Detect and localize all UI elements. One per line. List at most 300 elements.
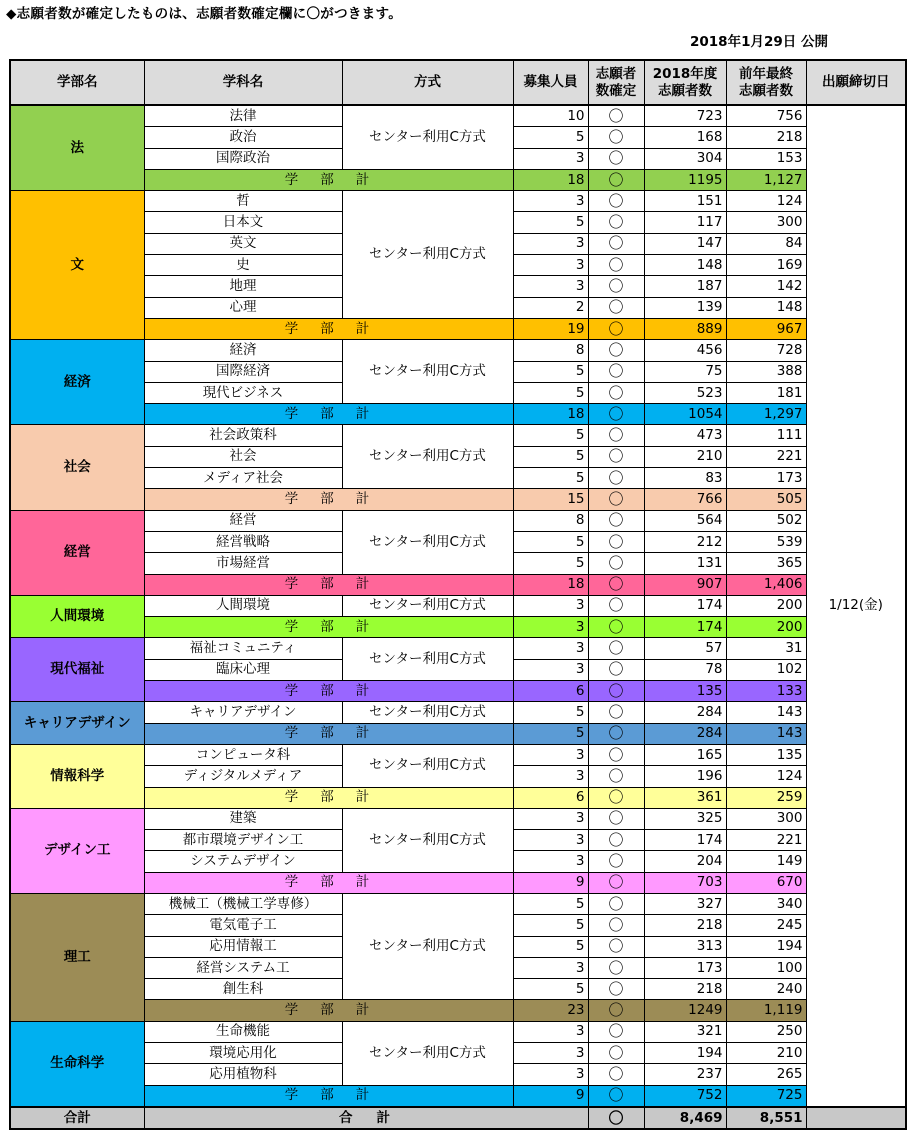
confirmed-mark: 〇 [588,979,644,1000]
header-prev-line2: 志願者数 [739,82,793,99]
confirmed-mark: 〇 [588,553,644,574]
current-applicants-cell: 174 [644,595,726,616]
method-cell: センター利用C方式 [342,702,513,723]
prev-applicants-cell: 173 [726,468,806,489]
subtotal-confirmed-mark: 〇 [588,872,644,893]
subtotal-label: 学部計 [144,1085,513,1107]
confirmed-mark: 〇 [588,212,644,233]
subtotal-prev: 505 [726,489,806,510]
subtotal-prev: 133 [726,681,806,702]
confirmed-mark: 〇 [588,425,644,446]
prev-applicants-cell: 100 [726,957,806,978]
subtotal-quota: 5 [513,723,588,744]
subtotal-prev: 670 [726,872,806,893]
header-deadline: 出願締切日 [806,60,906,105]
current-applicants-cell: 148 [644,255,726,276]
subtotal-label: 学部計 [144,617,513,638]
current-applicants-cell: 304 [644,148,726,169]
subtotal-row [10,318,906,339]
department-name: 英文 [144,233,342,254]
confirmed-mark: 〇 [588,808,644,829]
current-applicants-cell: 187 [644,276,726,297]
prev-applicants-cell: 300 [726,212,806,233]
department-name: 経営戦略 [144,531,342,552]
prev-applicants-cell: 84 [726,233,806,254]
subtotal-confirmed-mark: 〇 [588,723,644,744]
department-name: システムデザイン [144,851,342,872]
department-name: 応用植物科 [144,1064,342,1085]
subtotal-quota: 3 [513,617,588,638]
prev-applicants-cell: 210 [726,1043,806,1064]
confirmed-mark: 〇 [588,936,644,957]
quota-cell: 5 [513,127,588,148]
subtotal-label: 学部計 [144,787,513,808]
current-applicants-cell: 117 [644,212,726,233]
quota-cell: 3 [513,830,588,851]
quota-cell: 3 [513,851,588,872]
quota-cell: 3 [513,255,588,276]
current-applicants-cell: 473 [644,425,726,446]
deadline-cell: 1/12(金) [806,105,906,1107]
quota-cell: 8 [513,510,588,531]
subtotal-quota: 9 [513,1085,588,1107]
quota-cell: 3 [513,233,588,254]
quota-cell: 5 [513,915,588,936]
current-applicants-cell: 165 [644,744,726,765]
quota-cell: 3 [513,638,588,659]
subtotal-quota: 15 [513,489,588,510]
quota-cell: 5 [513,468,588,489]
subtotal-label: 学部計 [144,681,513,702]
header-prev-line1: 前年最終 [739,65,793,82]
confirmed-mark: 〇 [588,361,644,382]
current-applicants-cell: 313 [644,936,726,957]
department-name: 電気電子工 [144,915,342,936]
subtotal-prev: 1,127 [726,169,806,190]
faculty-name: 人間環境 [10,595,144,638]
confirmed-mark: 〇 [588,276,644,297]
subtotal-current: 284 [644,723,726,744]
total-prev: 8,551 [726,1107,806,1129]
faculty-name: 社会 [10,425,144,510]
confirmed-mark: 〇 [588,340,644,361]
subtotal-row [10,617,906,638]
prev-applicants-cell: 265 [726,1064,806,1085]
header-method: 方式 [342,60,513,105]
subtotal-prev: 1,119 [726,1000,806,1021]
quota-cell: 8 [513,340,588,361]
department-name: 心理 [144,297,342,318]
prev-applicants-cell: 148 [726,297,806,318]
department-name: 経営 [144,510,342,531]
header-row [10,60,906,105]
subtotal-quota: 19 [513,318,588,339]
current-applicants-cell: 237 [644,1064,726,1085]
current-applicants-cell: 57 [644,638,726,659]
current-applicants-cell: 139 [644,297,726,318]
department-name: 市場経営 [144,553,342,574]
confirmed-mark: 〇 [588,255,644,276]
table-row [10,191,906,212]
header-current-line2: 志願者数 [658,82,712,99]
current-applicants-cell: 151 [644,191,726,212]
faculty-name: キャリアデザイン [10,702,144,745]
department-name: 生命機能 [144,1021,342,1042]
quota-cell: 3 [513,957,588,978]
subtotal-confirmed-mark: 〇 [588,169,644,190]
quota-cell: 5 [513,553,588,574]
confirmed-mark: 〇 [588,191,644,212]
quota-cell: 5 [513,382,588,403]
quota-cell: 3 [513,595,588,616]
header-prev [726,60,806,105]
current-applicants-cell: 131 [644,553,726,574]
total-label: 合計 [10,1107,144,1129]
department-name: 創生科 [144,979,342,1000]
prev-applicants-cell: 143 [726,702,806,723]
prev-applicants-cell: 142 [726,276,806,297]
quota-cell: 5 [513,361,588,382]
faculty-name: 法 [10,105,144,191]
confirmed-mark: 〇 [588,105,644,127]
prev-applicants-cell: 111 [726,425,806,446]
subtotal-row [10,872,906,893]
confirmed-mark: 〇 [588,830,644,851]
department-name: コンピュータ科 [144,744,342,765]
department-name: 日本文 [144,212,342,233]
prev-applicants-cell: 194 [726,936,806,957]
confirmed-mark: 〇 [588,957,644,978]
subtotal-row [10,169,906,190]
current-applicants-cell: 564 [644,510,726,531]
department-name: 地理 [144,276,342,297]
table-row [10,702,906,723]
prev-applicants-cell: 502 [726,510,806,531]
quota-cell: 10 [513,105,588,127]
subtotal-row [10,681,906,702]
department-name: キャリアデザイン [144,702,342,723]
current-applicants-cell: 147 [644,233,726,254]
quota-cell: 5 [513,425,588,446]
quota-cell: 5 [513,212,588,233]
subtotal-label: 学部計 [144,489,513,510]
subtotal-confirmed-mark: 〇 [588,1000,644,1021]
confirmed-mark: 〇 [588,638,644,659]
subtotal-current: 766 [644,489,726,510]
subtotal-confirmed-mark: 〇 [588,617,644,638]
current-applicants-cell: 327 [644,893,726,914]
confirmed-mark: 〇 [588,1043,644,1064]
subtotal-row [10,1085,906,1107]
method-cell: センター利用C方式 [342,595,513,616]
prev-applicants-cell: 245 [726,915,806,936]
quota-cell: 5 [513,893,588,914]
total-current: 8,469 [644,1107,726,1129]
prev-applicants-cell: 124 [726,766,806,787]
header-confirmed-line2: 数確定 [595,82,637,99]
current-applicants-cell: 212 [644,531,726,552]
current-applicants-cell: 218 [644,915,726,936]
quota-cell: 3 [513,744,588,765]
current-applicants-cell: 321 [644,1021,726,1042]
subtotal-prev: 143 [726,723,806,744]
table-row [10,638,906,659]
subtotal-quota: 23 [513,1000,588,1021]
quota-cell: 3 [513,191,588,212]
subtotal-label: 学部計 [144,872,513,893]
confirmed-mark: 〇 [588,127,644,148]
faculty-name: デザイン工 [10,808,144,893]
department-name: 応用情報工 [144,936,342,957]
department-name: 社会政策科 [144,425,342,446]
subtotal-prev: 200 [726,617,806,638]
subtotal-row [10,1000,906,1021]
faculty-name: 文 [10,191,144,340]
department-name: 福祉コミュニティ [144,638,342,659]
current-applicants-cell: 78 [644,659,726,680]
header-faculty: 学部名 [10,60,144,105]
department-name: 国際政治 [144,148,342,169]
total-deadline-blank [806,1107,906,1129]
current-applicants-cell: 210 [644,446,726,467]
table-row [10,1021,906,1042]
faculty-name: 経営 [10,510,144,595]
confirmed-mark: 〇 [588,659,644,680]
prev-applicants-cell: 240 [726,979,806,1000]
method-cell: センター利用C方式 [342,1021,513,1085]
department-name: 臨床心理 [144,659,342,680]
current-applicants-cell: 325 [644,808,726,829]
grand-total-row [10,1107,906,1129]
current-applicants-cell: 204 [644,851,726,872]
prev-applicants-cell: 365 [726,553,806,574]
prev-applicants-cell: 221 [726,830,806,851]
subtotal-confirmed-mark: 〇 [588,574,644,595]
faculty-name: 現代福祉 [10,638,144,702]
subtotal-current: 1054 [644,404,726,425]
subtotal-current: 889 [644,318,726,339]
quota-cell: 3 [513,1064,588,1085]
prev-applicants-cell: 181 [726,382,806,403]
quota-cell: 5 [513,702,588,723]
subtotal-confirmed-mark: 〇 [588,489,644,510]
subtotal-quota: 18 [513,169,588,190]
prev-applicants-cell: 153 [726,148,806,169]
current-applicants-cell: 196 [644,766,726,787]
header-confirmed [588,60,644,105]
confirmed-mark: 〇 [588,148,644,169]
quota-cell: 3 [513,1021,588,1042]
notice-text: ◆志願者数が確定したものは、志願者数確定欄に〇がつきます。 [6,6,403,22]
confirmed-mark: 〇 [588,297,644,318]
confirmed-mark: 〇 [588,1064,644,1085]
table-row [10,808,906,829]
confirmed-mark: 〇 [588,446,644,467]
confirmed-mark: 〇 [588,468,644,489]
subtotal-quota: 18 [513,404,588,425]
subtotal-confirmed-mark: 〇 [588,787,644,808]
subtotal-current: 752 [644,1085,726,1107]
prev-applicants-cell: 218 [726,127,806,148]
department-name: ディジタルメディア [144,766,342,787]
subtotal-label: 学部計 [144,1000,513,1021]
table-row [10,425,906,446]
subtotal-confirmed-mark: 〇 [588,1085,644,1107]
department-name: 経営システム工 [144,957,342,978]
total-confirmed-mark: 〇 [588,1107,644,1129]
current-applicants-cell: 218 [644,979,726,1000]
prev-applicants-cell: 135 [726,744,806,765]
header-confirmed-line1: 志願者 [595,65,637,82]
confirmed-mark: 〇 [588,1021,644,1042]
subtotal-prev: 1,406 [726,574,806,595]
department-name: 建築 [144,808,342,829]
subtotal-row [10,723,906,744]
faculty-name: 生命科学 [10,1021,144,1107]
department-name: 社会 [144,446,342,467]
subtotal-label: 学部計 [144,318,513,339]
table-row [10,744,906,765]
quota-cell: 3 [513,659,588,680]
prev-applicants-cell: 149 [726,851,806,872]
prev-applicants-cell: 388 [726,361,806,382]
subtotal-label: 学部計 [144,574,513,595]
table-row [10,105,906,127]
department-name: 国際経済 [144,361,342,382]
current-applicants-cell: 456 [644,340,726,361]
confirmed-mark: 〇 [588,531,644,552]
subtotal-quota: 6 [513,681,588,702]
confirmed-mark: 〇 [588,915,644,936]
quota-cell: 3 [513,1043,588,1064]
method-cell: センター利用C方式 [342,510,513,574]
subtotal-prev: 259 [726,787,806,808]
department-name: 法律 [144,105,342,127]
subtotal-confirmed-mark: 〇 [588,404,644,425]
subtotal-prev: 1,297 [726,404,806,425]
confirmed-mark: 〇 [588,851,644,872]
subtotal-quota: 6 [513,787,588,808]
quota-cell: 3 [513,276,588,297]
faculty-name: 理工 [10,893,144,1021]
prev-applicants-cell: 300 [726,808,806,829]
header-quota: 募集人員 [513,60,588,105]
department-name: 史 [144,255,342,276]
method-cell: センター利用C方式 [342,425,513,489]
subtotal-confirmed-mark: 〇 [588,318,644,339]
subtotal-prev: 967 [726,318,806,339]
subtotal-confirmed-mark: 〇 [588,681,644,702]
department-name: 経済 [144,340,342,361]
method-cell: センター利用C方式 [342,808,513,872]
confirmed-mark: 〇 [588,595,644,616]
header-current [644,60,726,105]
prev-applicants-cell: 169 [726,255,806,276]
department-name: 人間環境 [144,595,342,616]
current-applicants-cell: 523 [644,382,726,403]
method-cell: センター利用C方式 [342,744,513,787]
department-name: 現代ビジネス [144,382,342,403]
published-date: 2018年1月29日 公開 [690,34,828,50]
faculty-name: 経済 [10,340,144,425]
current-applicants-cell: 723 [644,105,726,127]
quota-cell: 2 [513,297,588,318]
table-row [10,893,906,914]
total-label-2: 合計 [144,1107,588,1129]
department-name: 環境応用化 [144,1043,342,1064]
subtotal-row [10,787,906,808]
department-name: 都市環境デザイン工 [144,830,342,851]
current-applicants-cell: 194 [644,1043,726,1064]
table-row [10,595,906,616]
current-applicants-cell: 75 [644,361,726,382]
subtotal-label: 学部計 [144,404,513,425]
current-applicants-cell: 174 [644,830,726,851]
table-row [10,510,906,531]
subtotal-row [10,489,906,510]
table-row [10,340,906,361]
prev-applicants-cell: 221 [726,446,806,467]
confirmed-mark: 〇 [588,382,644,403]
subtotal-current: 135 [644,681,726,702]
department-name: 哲 [144,191,342,212]
quota-cell: 3 [513,808,588,829]
current-applicants-cell: 173 [644,957,726,978]
prev-applicants-cell: 340 [726,893,806,914]
subtotal-current: 1195 [644,169,726,190]
subtotal-current: 361 [644,787,726,808]
quota-cell: 3 [513,766,588,787]
prev-applicants-cell: 102 [726,659,806,680]
current-applicants-cell: 168 [644,127,726,148]
quota-cell: 3 [513,148,588,169]
department-name: 機械工（機械工学専修） [144,893,342,914]
table-body [10,105,906,1129]
prev-applicants-cell: 756 [726,105,806,127]
method-cell: センター利用C方式 [342,105,513,169]
prev-applicants-cell: 728 [726,340,806,361]
prev-applicants-cell: 31 [726,638,806,659]
subtotal-row [10,574,906,595]
faculty-name: 情報科学 [10,744,144,808]
header-department: 学科名 [144,60,342,105]
quota-cell: 5 [513,446,588,467]
subtotal-prev: 725 [726,1085,806,1107]
prev-applicants-cell: 124 [726,191,806,212]
prev-applicants-cell: 250 [726,1021,806,1042]
subtotal-current: 907 [644,574,726,595]
quota-cell: 5 [513,936,588,957]
subtotal-quota: 18 [513,574,588,595]
subtotal-current: 1249 [644,1000,726,1021]
applicant-table [9,59,907,1130]
confirmed-mark: 〇 [588,766,644,787]
prev-applicants-cell: 539 [726,531,806,552]
method-cell: センター利用C方式 [342,340,513,404]
subtotal-current: 703 [644,872,726,893]
quota-cell: 5 [513,979,588,1000]
subtotal-current: 174 [644,617,726,638]
subtotal-label: 学部計 [144,169,513,190]
department-name: 政治 [144,127,342,148]
current-applicants-cell: 284 [644,702,726,723]
confirmed-mark: 〇 [588,233,644,254]
confirmed-mark: 〇 [588,893,644,914]
prev-applicants-cell: 200 [726,595,806,616]
method-cell: センター利用C方式 [342,638,513,681]
confirmed-mark: 〇 [588,744,644,765]
subtotal-quota: 9 [513,872,588,893]
